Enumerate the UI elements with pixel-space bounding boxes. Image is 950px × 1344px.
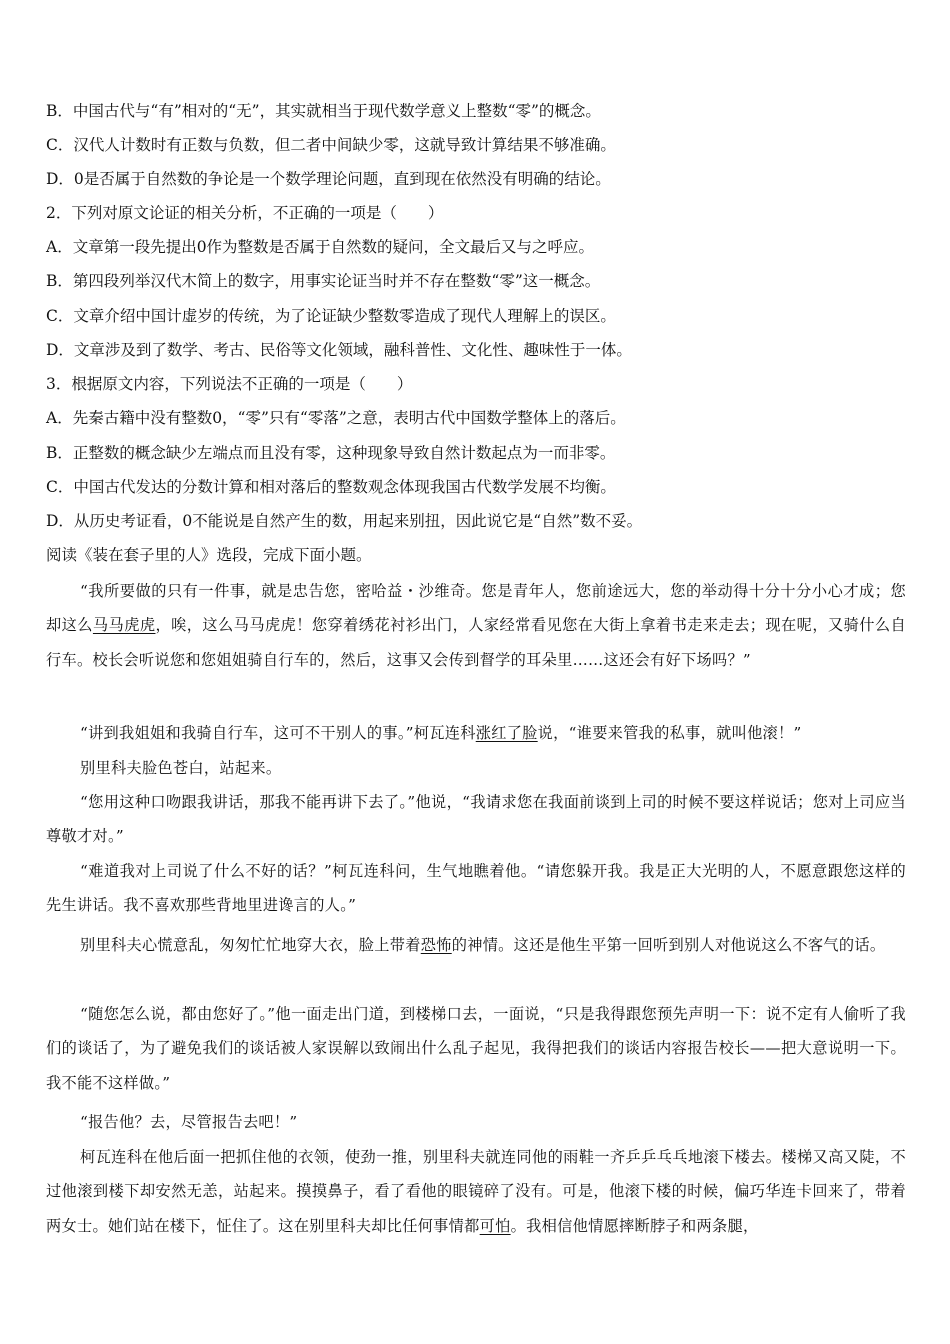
- passage-paragraph: “报告他？去，尽管报告去吧！”: [80, 1113, 298, 1131]
- q3-option-d: D．从历史考证看，0不能说是自然产生的数，用起来别扭，因此说它是“自然”数不妥。: [46, 512, 643, 530]
- passage-paragraph: “随您怎么说，都由您好了。”他一面走出门道，到楼梯口去，一面说，“只是我得跟您预先声明一下：说不定有人偷听了我们的谈话了，为了避免我们的谈话被人家误解以致闹出什么乱子起见，我得把我们的谈话内容报告校长——把大意说明一下。我不能不这样做。”: [46, 1005, 906, 1092]
- q1-option-c: C．汉代人计数时有正数与负数，但二者中间缺少零，这就导致计算结果不够准确。: [46, 136, 616, 154]
- q3-option-c: C．中国古代发达的分数计算和相对落后的整数观念体现我国古代数学发展不均衡。: [46, 478, 616, 496]
- q3-stem: 3．根据原文内容，下列说法不正确的一项是（ ）: [46, 375, 413, 393]
- q3-option-b: B．正整数的概念缺少左端点而且没有零，这种现象导致自然计数起点为一而非零。: [46, 444, 616, 462]
- q1-option-d: D．0是否属于自然数的争论是一个数学理论问题，直到现在依然没有明确的结论。: [46, 170, 611, 188]
- passage-paragraph: 别里科夫心慌意乱，匆匆忙忙地穿大衣，脸上带着恐怖的神情。这还是他生平第一回听到别人对他说这么不客气的话。: [80, 936, 886, 954]
- passage-paragraph: 别里科夫脸色苍白，站起来。: [80, 759, 282, 777]
- q2-option-c: C．文章介绍中国计虚岁的传统，为了论证缺少整数零造成了现代人理解上的误区。: [46, 307, 616, 325]
- q2-option-b: B．第四段列举汉代木简上的数字，用事实论证当时并不存在整数“零”这一概念。: [46, 272, 601, 290]
- q2-option-a: A．文章第一段先提出0作为整数是否属于自然数的疑问，全文最后又与之呼应。: [46, 238, 595, 256]
- q3-option-a: A．先秦古籍中没有整数0，“零”只有“零落”之意，表明古代中国数学整体上的落后。: [46, 409, 626, 427]
- q2-stem: 2．下列对原文论证的相关分析，不正确的一项是（ ）: [46, 204, 444, 222]
- passage-paragraph: “我所要做的只有一件事，就是忠告您，密哈益・沙维奇。您是青年人，您前途远大，您的举动得十分十分小心才成；您却这么马马虎虎，唉，这么马马虎虎！您穿着绣花衬衫出门，人家经常看见您在大街上拿着书走来走去；现在呢，又骑什么自行车。校长会听说您和您姐姐骑自行车的，然后，这事又会传到督学的耳朵里……这还会有好下场吗？”: [46, 582, 906, 669]
- passage-paragraph: “难道我对上司说了什么不好的话？”柯瓦连科问，生气地瞧着他。“请您躲开我。我是正大光明的人，不愿意跟您这样的先生讲话。我不喜欢那些背地里进谗言的人。”: [46, 862, 906, 915]
- passage-paragraph: “您用这种口吻跟我讲话，那我不能再讲下去了。”他说，“我请求您在我面前谈到上司的时候不要这样说话；您对上司应当尊敬才对。”: [46, 793, 906, 846]
- q1-option-b: B．中国古代与“有”相对的“无”，其实就相当于现代数学意义上整数“零”的概念。: [46, 102, 601, 120]
- reading-instruction: 阅读《装在套子里的人》选段，完成下面小题。: [46, 546, 372, 564]
- passage-paragraph: 柯瓦连科在他后面一把抓住他的衣领，使劲一推，别里科夫就连同他的雨鞋一齐乒乒乓乓地滚下楼去。楼梯又高又陡，不过他滚到楼下却安然无恙，站起来。摸摸鼻子，看了看他的眼镜碎了没有。可是，他滚下楼的时候，偏巧华连卡回来了，带着两女士。她们站在楼下，怔住了。这在别里科夫却比任何事情都可怕。我相信他情愿摔断脖子和两条腿，: [46, 1148, 906, 1235]
- q2-option-d: D．文章涉及到了数学、考古、民俗等文化领域，融科普性、文化性、趣味性于一体。: [46, 341, 632, 359]
- passage-paragraph: “讲到我姐姐和我骑自行车，这可不干别人的事。”柯瓦连科涨红了脸说，“谁要来管我的私事，就叫他滚！”: [80, 724, 802, 742]
